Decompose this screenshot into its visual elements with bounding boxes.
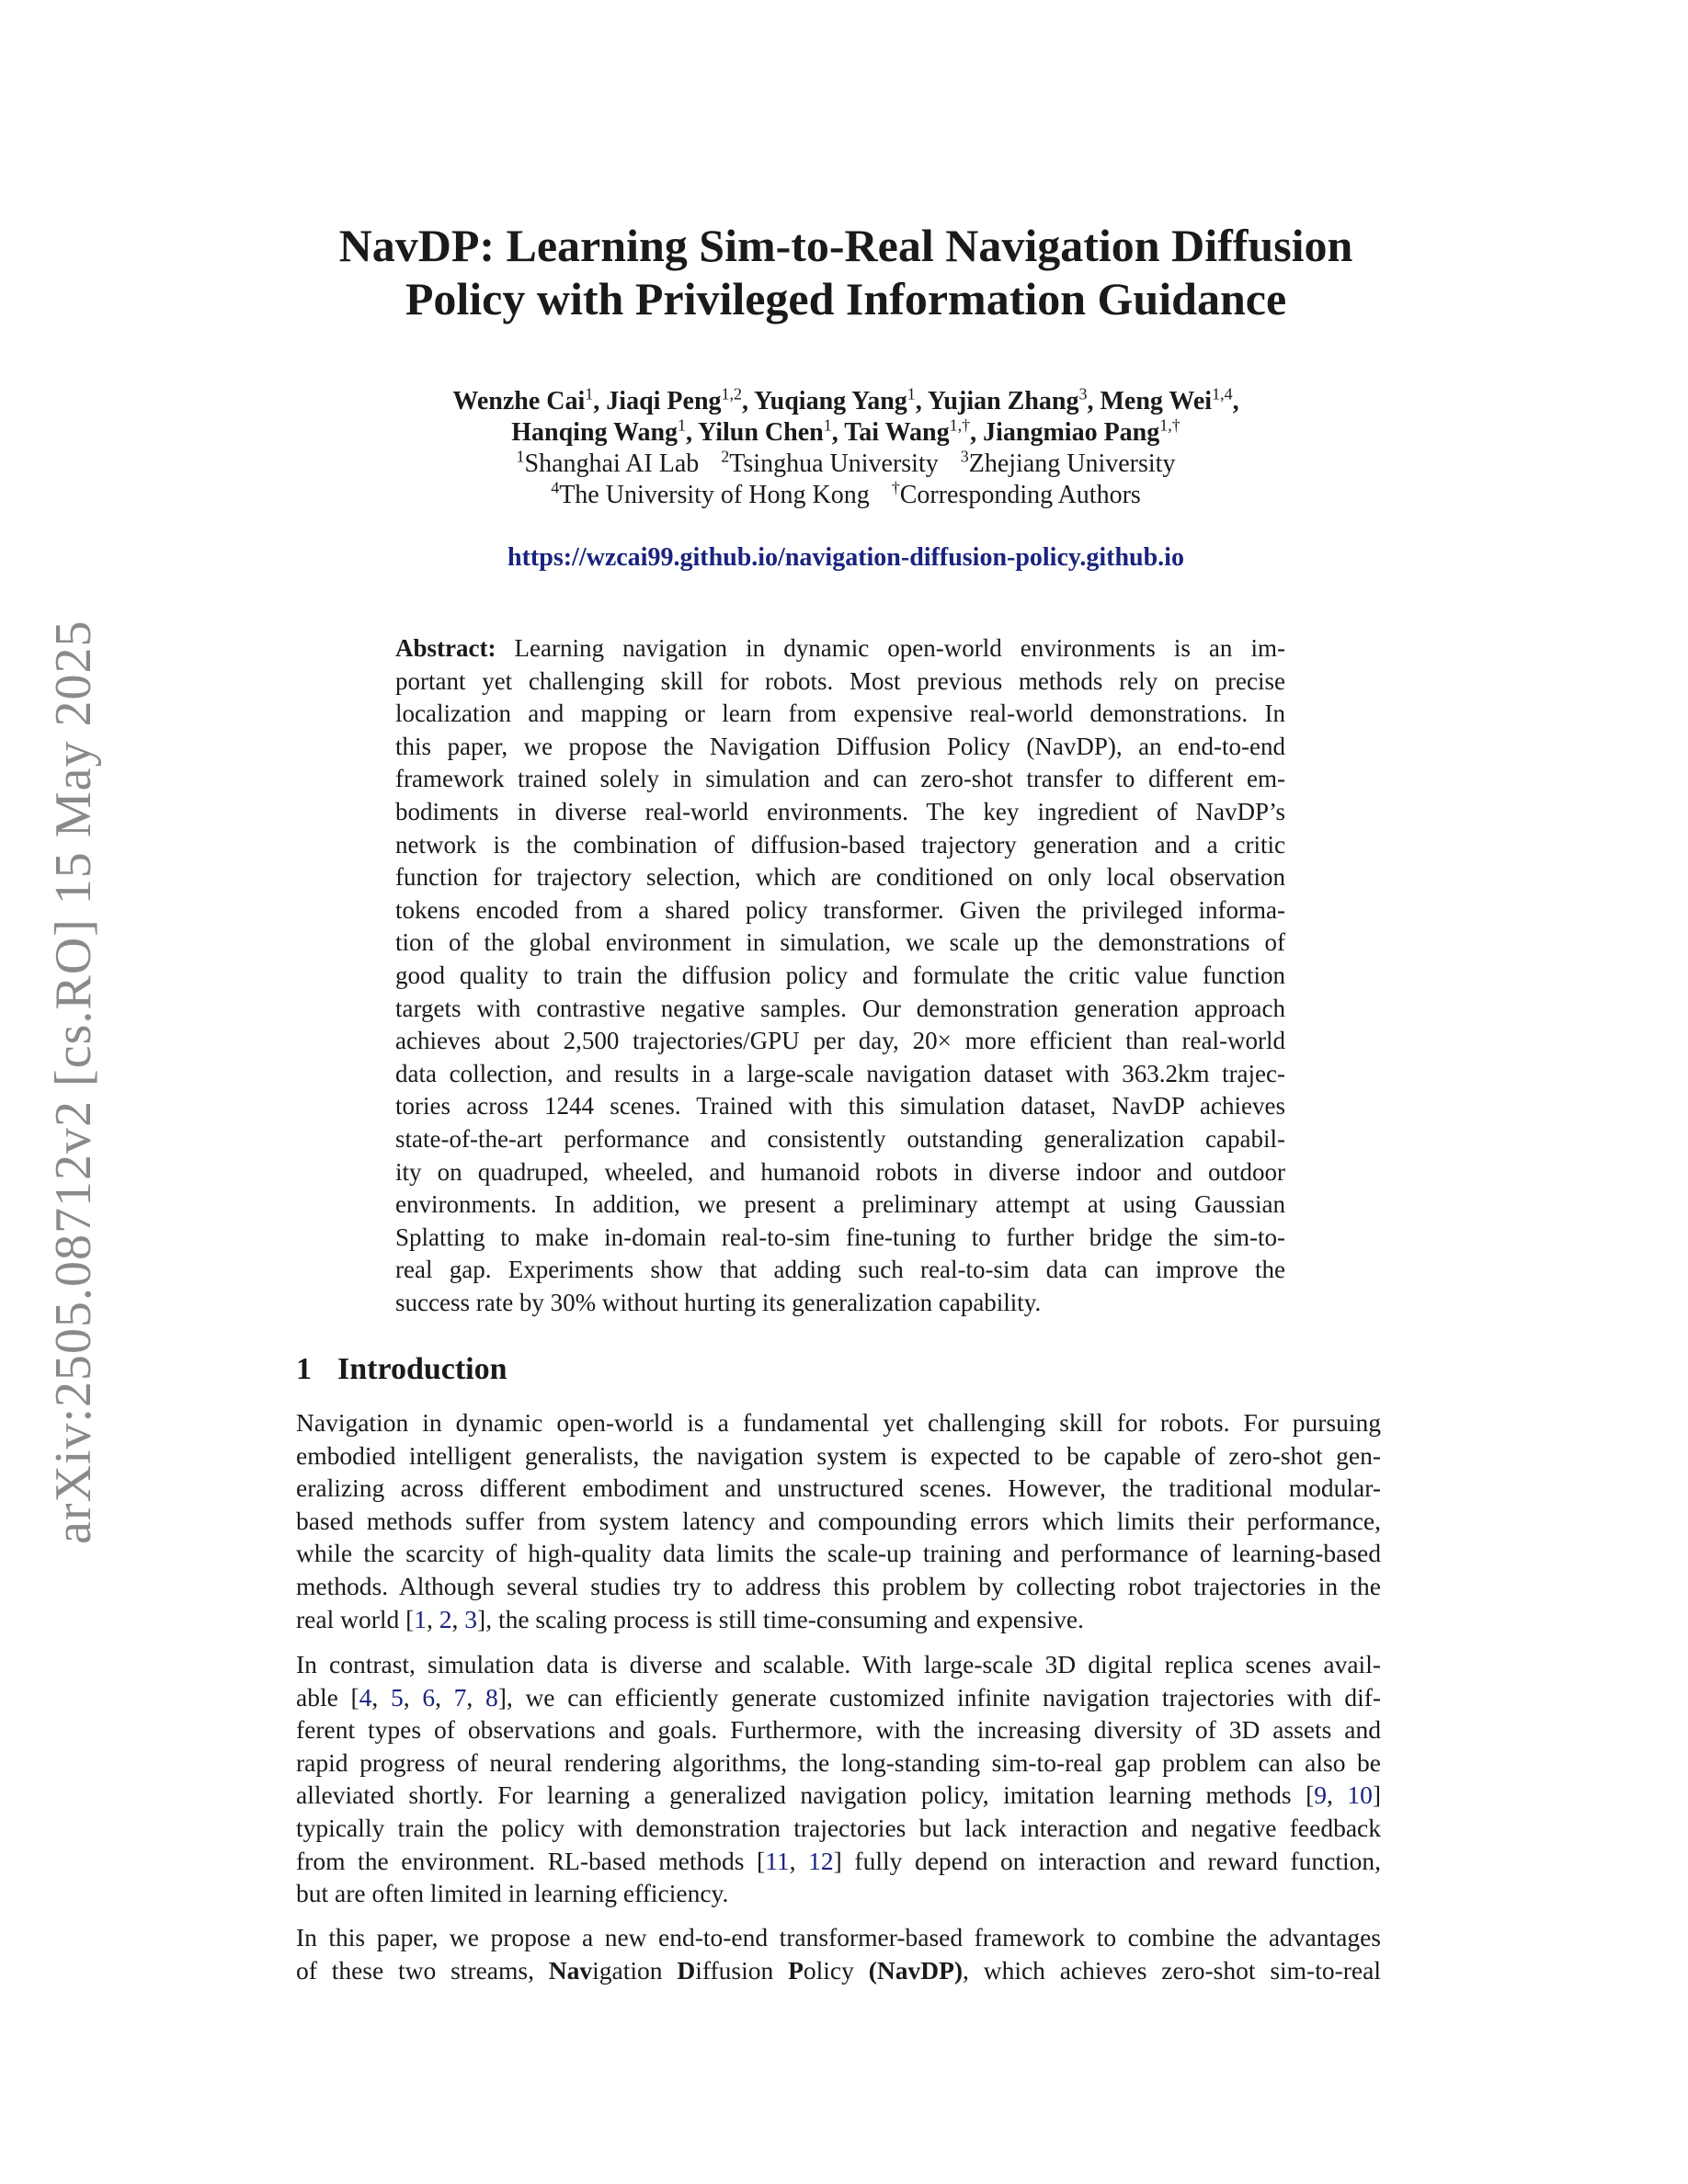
author-line-2: Hanqing Wang$^1$, Yilun Chen$^1$, Tai Wang$^{1,\dagger}$, Jiangmiao Pang$^{1,\dagger}$ <box>511 415 1180 447</box>
abstract-line: bodiments in diverse real-world environments. The key ingredient of NavDP’s <box>395 797 1285 825</box>
paragraph-line: of these two streams, Navigation Diffusion Policy (NavDP), which achieves zero-shot sim-to-real <box>296 1955 1381 1985</box>
author-name: Meng Wei <box>1100 387 1213 415</box>
abstract-line: success rate by 30% without hurting its generalization capability. <box>395 1288 1042 1316</box>
abstract-line: tion of the global environment in simulation, we scale up the demonstrations of <box>395 928 1285 957</box>
author-block <box>294 386 1397 511</box>
author-name: Yuqiang Yang <box>754 387 907 415</box>
author-name: Wenzhe Cai <box>452 387 586 415</box>
paragraph-line: In this paper, we propose a new end-to-end transformer-based framework to combine the advantages <box>296 1923 1381 1951</box>
citation-link[interactable]: 1 <box>414 1604 428 1633</box>
author-affiliation-marker: 1,4 <box>1212 384 1233 404</box>
author-affiliation-marker: 1 <box>907 384 916 404</box>
author-name: Jiangmiao Pang <box>983 418 1160 447</box>
paragraph-line: eralizing across different embodiment and unstructured scenes. However, the traditional modular- <box>296 1473 1381 1503</box>
author-affiliation-marker: 1 <box>585 384 594 404</box>
intro-paragraph-3 <box>296 1921 1381 1986</box>
author-affiliation-marker: 1,2 <box>721 384 743 404</box>
abstract-line: good quality to train the diffusion policy and formulate the critic value function <box>395 961 1285 989</box>
affiliation: $^4$The University of Hong Kong <box>551 478 870 509</box>
abstract-line: Splatting to make in-domain real-to-sim fine-tuning to further bridge the sim-to- <box>395 1223 1285 1251</box>
citation-link[interactable]: 4 <box>359 1682 372 1712</box>
author-name: Tai Wang <box>844 418 950 447</box>
citation-link[interactable]: 2 <box>439 1604 452 1633</box>
abstract-line: state-of-the-art performance and consistently outstanding generalization capabil- <box>395 1124 1285 1153</box>
author-name: Jiaqi Peng <box>606 387 722 415</box>
author-line-1: Wenzhe Cai$^1$, Jiaqi Peng$^{1,2}$, Yuqiang Yang$^1$, Yujian Zhang$^3$, Meng Wei$^{1,4}$, <box>452 384 1239 415</box>
abstract-line: function for trajectory selection, which are conditioned on only local observation <box>395 863 1285 892</box>
citation-link[interactable]: 12 <box>808 1846 834 1875</box>
citation-link[interactable]: 9 <box>1314 1780 1327 1810</box>
author-affiliation-marker: 1,† <box>949 415 971 435</box>
section-heading-introduction <box>296 1351 508 1388</box>
affiliation-line-1 <box>294 449 1397 480</box>
section-title: Introduction <box>337 1352 508 1386</box>
title-line-1: NavDP: Learning Sim-to-Real Navigation Diffusion <box>338 220 1353 271</box>
abstract-line: framework trained solely in simulation and can zero-shot transfer to different em- <box>395 765 1285 793</box>
affiliation: $^1$Shanghai AI Lab <box>516 447 700 478</box>
paragraph-line: rapid progress of neural rendering algorithms, the long-standing sim-to-real gap problem can also be <box>296 1747 1381 1777</box>
citation-link[interactable]: 7 <box>453 1682 467 1712</box>
author-affiliation-marker: 1 <box>678 415 687 435</box>
citation-link[interactable]: 10 <box>1347 1780 1373 1810</box>
abstract-line: this paper, we propose the Navigation Diffusion Policy (NavDP), an end-to-end <box>395 732 1285 760</box>
author-name: Hanqing Wang <box>511 418 679 447</box>
paragraph-line: while the scarcity of high-quality data limits the scale-up training and performance of learning-based <box>296 1539 1381 1568</box>
author-affiliation-marker: 3 <box>1078 384 1088 404</box>
abstract-line: data collection, and results in a large-scale navigation dataset with 363.2km trajec- <box>395 1059 1285 1087</box>
abstract-line: targets with contrastive negative samples. Our demonstration generation approach <box>395 994 1285 1022</box>
abstract-line: environments. In addition, we present a preliminary attempt at using Gaussian <box>395 1190 1285 1219</box>
abstract-line: portant yet challenging skill for robots. Most previous methods rely on precise <box>395 666 1285 695</box>
paragraph-line: able [4, 5, 6, 7, 8], we can efficiently generate customized infinite navigation trajectories with dif- <box>296 1682 1382 1712</box>
author-affiliation-marker: 1,† <box>1159 415 1180 435</box>
paragraph-line: methods. Although several studies try to address this problem by collecting robot trajectories in the <box>296 1571 1381 1600</box>
abstract-line: tokens encoded from a shared policy transformer. Given the privileged informa- <box>395 895 1285 924</box>
paragraph-line: ferent types of observations and goals. Furthermore, with the increasing diversity of 3D assets and <box>296 1715 1381 1745</box>
author-name: Yujian Zhang <box>927 387 1079 415</box>
abstract-line: ity on quadruped, wheeled, and humanoid robots in diverse indoor and outdoor <box>395 1157 1285 1186</box>
project-url-link[interactable]: https://wzcai99.github.io/navigation-diffusion-policy.github.io <box>508 543 1184 572</box>
title-line-2: Policy with Privileged Information Guidance <box>405 273 1287 324</box>
abstract <box>395 632 1285 1319</box>
affiliation: †Corresponding Authors <box>891 478 1141 509</box>
paper-title <box>294 219 1397 325</box>
paragraph-line: Navigation in dynamic open-world is a fundamental yet challenging skill for robots. For pursuing <box>296 1408 1381 1437</box>
arxiv-identifier: arXiv:2505.08712v2 [cs.RO] 15 May 2025 <box>45 620 102 1544</box>
citation-link[interactable]: 3 <box>464 1604 478 1633</box>
abstract-line: real gap. Experiments show that adding such real-to-sim data can improve the <box>395 1256 1285 1284</box>
intro-paragraph-2 <box>296 1648 1381 1910</box>
paragraph-line: but are often limited in learning efficiency. <box>296 1879 729 1908</box>
abstract-line: network is the combination of diffusion-based trajectory generation and a critic <box>395 830 1285 859</box>
abstract-line: achieves about 2,500 trajectories/GPU per day, 20× more efficient than real-world <box>395 1027 1285 1055</box>
paragraph-line: In contrast, simulation data is diverse and scalable. With large-scale 3D digital replica scenes avail- <box>296 1650 1381 1678</box>
paragraph-line: real world [1, 2, 3], the scaling process is still time-consuming and expensive. <box>296 1604 1084 1633</box>
abstract-line: tories across 1244 scenes. Trained with this simulation dataset, NavDP achieves <box>395 1092 1285 1120</box>
citation-link[interactable]: 5 <box>390 1682 404 1712</box>
paragraph-line: from the environment. RL-based methods [11, 12] fully depend on interaction and reward function, <box>296 1846 1382 1875</box>
abstract-label: Abstract: <box>395 634 496 662</box>
paragraph-line: alleviated shortly. For learning a generalized navigation policy, imitation learning methods [9, 10] <box>296 1780 1382 1810</box>
intro-paragraph-1 <box>296 1406 1381 1635</box>
citation-link[interactable]: 6 <box>422 1682 436 1712</box>
paragraph-line: based methods suffer from system latency and compounding errors which limits their performance, <box>296 1506 1381 1535</box>
abstract-line: localization and mapping or learn from expensive real-world demonstrations. In <box>395 700 1285 728</box>
affiliation: $^3$Zhejiang University <box>960 447 1176 478</box>
author-affiliation-marker: 1 <box>823 415 832 435</box>
citation-link[interactable]: 8 <box>485 1682 498 1712</box>
citation-link[interactable]: 11 <box>765 1846 790 1875</box>
section-number: 1 <box>296 1352 312 1386</box>
paragraph-line: typically train the policy with demonstration trajectories but lack interaction and negative feedback <box>296 1813 1381 1842</box>
affiliation: $^2$Tsinghua University <box>721 447 939 478</box>
paragraph-line: embodied intelligent generalists, the navigation system is expected to be capable of zero-shot gen- <box>296 1440 1381 1470</box>
affiliation-line-2 <box>294 480 1397 511</box>
abstract-line: Abstract: Learning navigation in dynamic open-world environments is an im- <box>395 634 1285 662</box>
author-name: Yilun Chen <box>698 418 824 447</box>
